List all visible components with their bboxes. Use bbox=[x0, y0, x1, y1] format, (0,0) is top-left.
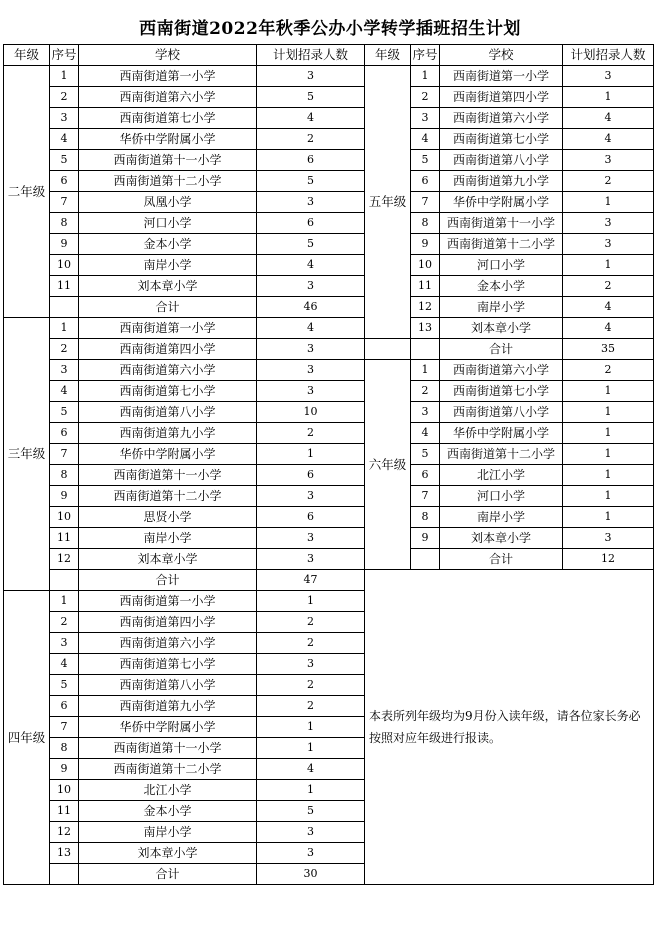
school-cell: 南岸小学 bbox=[79, 822, 257, 843]
count-cell: 4 bbox=[257, 108, 365, 129]
total-label: 合计 bbox=[440, 339, 563, 360]
count-cell: 3 bbox=[563, 528, 654, 549]
table-row bbox=[4, 528, 654, 549]
table-row bbox=[4, 549, 654, 570]
seq-cell: 7 bbox=[50, 717, 79, 738]
school-cell: 河口小学 bbox=[440, 255, 563, 276]
school-cell: 刘本章小学 bbox=[79, 549, 257, 570]
seq-cell: 7 bbox=[411, 192, 440, 213]
seq-cell: 3 bbox=[50, 108, 79, 129]
seq-cell: 11 bbox=[50, 276, 79, 297]
seq-cell: 1 bbox=[50, 66, 79, 87]
table-row bbox=[4, 486, 654, 507]
school-cell: 华侨中学附属小学 bbox=[79, 444, 257, 465]
seq-cell: 9 bbox=[50, 486, 79, 507]
count-cell: 1 bbox=[563, 381, 654, 402]
count-cell: 6 bbox=[257, 150, 365, 171]
seq-cell-empty bbox=[411, 339, 440, 360]
seq-cell: 4 bbox=[411, 129, 440, 150]
school-cell: 刘本章小学 bbox=[79, 843, 257, 864]
school-cell: 河口小学 bbox=[79, 213, 257, 234]
school-cell: 刘本章小学 bbox=[79, 276, 257, 297]
count-cell: 1 bbox=[257, 780, 365, 801]
count-cell: 1 bbox=[563, 465, 654, 486]
grade-cell-right: 五年级 bbox=[365, 66, 411, 339]
count-cell: 3 bbox=[257, 822, 365, 843]
grade-header: 年级 bbox=[4, 45, 50, 66]
seq-cell: 6 bbox=[411, 465, 440, 486]
school-cell: 刘本章小学 bbox=[440, 318, 563, 339]
school-cell: 西南街道第六小学 bbox=[79, 360, 257, 381]
seq-cell: 9 bbox=[50, 759, 79, 780]
table-row bbox=[4, 129, 654, 150]
count-cell: 1 bbox=[563, 87, 654, 108]
seq-cell: 2 bbox=[50, 339, 79, 360]
seq-cell: 5 bbox=[50, 675, 79, 696]
table-row bbox=[4, 234, 654, 255]
seq-cell: 3 bbox=[411, 108, 440, 129]
table-row bbox=[4, 192, 654, 213]
school-cell: 思贤小学 bbox=[79, 507, 257, 528]
count-cell: 5 bbox=[257, 801, 365, 822]
school-cell: 华侨中学附属小学 bbox=[440, 192, 563, 213]
seq-cell: 5 bbox=[50, 402, 79, 423]
school-cell: 北江小学 bbox=[440, 465, 563, 486]
seq-cell: 3 bbox=[411, 402, 440, 423]
count-cell: 1 bbox=[257, 444, 365, 465]
school-header-right: 学校 bbox=[440, 45, 563, 66]
school-cell: 西南街道第七小学 bbox=[79, 108, 257, 129]
count-cell: 3 bbox=[563, 234, 654, 255]
count-cell: 3 bbox=[257, 654, 365, 675]
count-cell: 1 bbox=[563, 255, 654, 276]
school-cell: 西南街道第七小学 bbox=[440, 129, 563, 150]
school-cell: 南岸小学 bbox=[440, 507, 563, 528]
school-cell: 西南街道第四小学 bbox=[79, 339, 257, 360]
school-cell: 西南街道第八小学 bbox=[79, 402, 257, 423]
table-row bbox=[4, 339, 654, 360]
count-cell: 3 bbox=[257, 381, 365, 402]
seq-cell: 12 bbox=[50, 549, 79, 570]
table-row bbox=[4, 150, 654, 171]
school-cell: 西南街道第十二小学 bbox=[440, 234, 563, 255]
school-cell: 西南街道第十一小学 bbox=[79, 465, 257, 486]
table-row bbox=[4, 255, 654, 276]
count-header: 计划招录人数 bbox=[257, 45, 365, 66]
count-cell: 5 bbox=[257, 234, 365, 255]
count-cell: 2 bbox=[563, 171, 654, 192]
count-cell: 1 bbox=[563, 192, 654, 213]
count-cell: 3 bbox=[257, 192, 365, 213]
seq-cell: 8 bbox=[50, 738, 79, 759]
count-cell: 2 bbox=[257, 612, 365, 633]
seq-cell: 10 bbox=[50, 507, 79, 528]
count-cell: 3 bbox=[257, 66, 365, 87]
total-label: 合计 bbox=[79, 570, 257, 591]
seq-cell: 2 bbox=[50, 612, 79, 633]
school-cell: 西南街道第十二小学 bbox=[79, 759, 257, 780]
total-count: 47 bbox=[257, 570, 365, 591]
table-row bbox=[4, 276, 654, 297]
seq-cell: 10 bbox=[50, 255, 79, 276]
count-cell: 4 bbox=[563, 129, 654, 150]
seq-cell: 12 bbox=[411, 297, 440, 318]
school-cell: 北江小学 bbox=[79, 780, 257, 801]
table-row bbox=[4, 402, 654, 423]
seq-cell: 6 bbox=[50, 423, 79, 444]
school-cell: 西南街道第七小学 bbox=[440, 381, 563, 402]
seq-cell-empty bbox=[50, 570, 79, 591]
count-cell: 3 bbox=[257, 843, 365, 864]
seq-cell: 4 bbox=[50, 654, 79, 675]
total-count: 35 bbox=[563, 339, 654, 360]
seq-cell: 2 bbox=[50, 87, 79, 108]
school-cell: 西南街道第四小学 bbox=[440, 87, 563, 108]
count-cell: 2 bbox=[257, 423, 365, 444]
grade-cell: 四年级 bbox=[4, 591, 50, 885]
seq-cell: 13 bbox=[50, 843, 79, 864]
seq-cell: 6 bbox=[411, 171, 440, 192]
seq-cell: 8 bbox=[50, 213, 79, 234]
table-row bbox=[4, 318, 654, 339]
count-cell: 2 bbox=[257, 633, 365, 654]
school-cell: 西南街道第八小学 bbox=[440, 150, 563, 171]
count-cell: 6 bbox=[257, 465, 365, 486]
table-row bbox=[4, 297, 654, 318]
school-cell: 金本小学 bbox=[79, 801, 257, 822]
school-cell: 西南街道第十一小学 bbox=[440, 213, 563, 234]
seq-cell: 2 bbox=[411, 87, 440, 108]
school-cell: 西南街道第十二小学 bbox=[79, 171, 257, 192]
seq-cell-empty bbox=[411, 549, 440, 570]
school-cell: 凤凰小学 bbox=[79, 192, 257, 213]
school-cell: 金本小学 bbox=[79, 234, 257, 255]
count-cell: 1 bbox=[257, 738, 365, 759]
seq-cell: 10 bbox=[50, 780, 79, 801]
table-row bbox=[4, 465, 654, 486]
school-cell: 西南街道第九小学 bbox=[79, 696, 257, 717]
count-cell: 4 bbox=[563, 318, 654, 339]
seq-cell: 9 bbox=[411, 528, 440, 549]
count-cell: 5 bbox=[257, 171, 365, 192]
school-cell: 西南街道第一小学 bbox=[79, 591, 257, 612]
notice-text: 本表所列年级均为9月份入读年级，请各位家长务必按照对应年级进行报读。 bbox=[365, 570, 654, 885]
count-cell: 1 bbox=[563, 486, 654, 507]
school-cell: 西南街道第一小学 bbox=[79, 318, 257, 339]
table-row bbox=[4, 108, 654, 129]
page-title: 西南街道2022年秋季公办小学转学插班招生计划 bbox=[139, 19, 521, 39]
school-cell: 南岸小学 bbox=[79, 528, 257, 549]
seq-cell: 8 bbox=[411, 213, 440, 234]
count-cell: 2 bbox=[563, 360, 654, 381]
seq-cell: 5 bbox=[411, 444, 440, 465]
school-cell: 金本小学 bbox=[440, 276, 563, 297]
school-cell: 西南街道第十二小学 bbox=[440, 444, 563, 465]
count-cell: 1 bbox=[257, 717, 365, 738]
seq-cell: 6 bbox=[50, 171, 79, 192]
count-cell: 2 bbox=[257, 675, 365, 696]
table-row bbox=[4, 444, 654, 465]
table-row bbox=[4, 507, 654, 528]
count-cell: 3 bbox=[563, 66, 654, 87]
seq-cell: 1 bbox=[50, 591, 79, 612]
count-cell: 4 bbox=[257, 318, 365, 339]
count-cell: 4 bbox=[257, 255, 365, 276]
school-cell: 西南街道第十一小学 bbox=[79, 150, 257, 171]
total-count: 30 bbox=[257, 864, 365, 885]
seq-cell: 11 bbox=[411, 276, 440, 297]
school-cell: 华侨中学附属小学 bbox=[79, 717, 257, 738]
grade-cell-right: 六年级 bbox=[365, 360, 411, 570]
table-row bbox=[4, 360, 654, 381]
seq-cell: 4 bbox=[50, 129, 79, 150]
header-row bbox=[4, 45, 654, 66]
school-cell: 西南街道第七小学 bbox=[79, 381, 257, 402]
count-cell: 3 bbox=[257, 549, 365, 570]
total-count: 12 bbox=[563, 549, 654, 570]
school-cell: 西南街道第一小学 bbox=[440, 66, 563, 87]
seq-cell: 3 bbox=[50, 633, 79, 654]
count-cell: 3 bbox=[257, 276, 365, 297]
count-cell: 6 bbox=[257, 213, 365, 234]
school-cell: 西南街道第六小学 bbox=[79, 87, 257, 108]
enrollment-plan-table bbox=[3, 44, 654, 885]
seq-header-right: 序号 bbox=[411, 45, 440, 66]
school-cell: 西南街道第九小学 bbox=[79, 423, 257, 444]
count-cell: 3 bbox=[563, 150, 654, 171]
seq-cell: 1 bbox=[411, 66, 440, 87]
school-cell: 刘本章小学 bbox=[440, 528, 563, 549]
seq-cell: 7 bbox=[411, 486, 440, 507]
count-cell: 3 bbox=[257, 528, 365, 549]
seq-cell-empty bbox=[50, 297, 79, 318]
seq-cell: 7 bbox=[50, 444, 79, 465]
total-label: 合计 bbox=[79, 864, 257, 885]
count-cell: 4 bbox=[563, 297, 654, 318]
table-row bbox=[4, 423, 654, 444]
count-cell: 3 bbox=[257, 339, 365, 360]
table-row bbox=[4, 66, 654, 87]
school-cell: 西南街道第六小学 bbox=[79, 633, 257, 654]
seq-header: 序号 bbox=[50, 45, 79, 66]
count-cell: 4 bbox=[563, 108, 654, 129]
seq-cell: 5 bbox=[411, 150, 440, 171]
seq-cell: 2 bbox=[411, 381, 440, 402]
seq-cell: 1 bbox=[50, 318, 79, 339]
count-cell: 2 bbox=[257, 129, 365, 150]
seq-cell: 10 bbox=[411, 255, 440, 276]
school-cell: 西南街道第十一小学 bbox=[79, 738, 257, 759]
school-cell: 华侨中学附属小学 bbox=[440, 423, 563, 444]
school-cell: 南岸小学 bbox=[79, 255, 257, 276]
seq-cell: 7 bbox=[50, 192, 79, 213]
count-cell: 4 bbox=[257, 759, 365, 780]
count-cell: 2 bbox=[257, 696, 365, 717]
seq-cell: 4 bbox=[50, 381, 79, 402]
seq-cell: 4 bbox=[411, 423, 440, 444]
seq-cell: 12 bbox=[50, 822, 79, 843]
school-header: 学校 bbox=[79, 45, 257, 66]
seq-cell: 13 bbox=[411, 318, 440, 339]
table-row bbox=[4, 213, 654, 234]
school-cell: 西南街道第七小学 bbox=[79, 654, 257, 675]
count-cell: 6 bbox=[257, 507, 365, 528]
school-cell: 西南街道第八小学 bbox=[79, 675, 257, 696]
seq-cell: 9 bbox=[411, 234, 440, 255]
seq-cell: 8 bbox=[411, 507, 440, 528]
count-cell: 5 bbox=[257, 87, 365, 108]
seq-cell: 9 bbox=[50, 234, 79, 255]
school-cell: 西南街道第六小学 bbox=[440, 360, 563, 381]
total-count: 46 bbox=[257, 297, 365, 318]
count-cell: 1 bbox=[563, 402, 654, 423]
count-cell: 1 bbox=[563, 507, 654, 528]
school-cell: 河口小学 bbox=[440, 486, 563, 507]
table-row bbox=[4, 87, 654, 108]
grade-cell: 三年级 bbox=[4, 318, 50, 591]
count-cell: 1 bbox=[563, 444, 654, 465]
school-cell: 西南街道第四小学 bbox=[79, 612, 257, 633]
count-cell: 1 bbox=[563, 423, 654, 444]
count-header-right: 计划招录人数 bbox=[563, 45, 654, 66]
seq-cell: 8 bbox=[50, 465, 79, 486]
school-cell: 西南街道第八小学 bbox=[440, 402, 563, 423]
seq-cell: 11 bbox=[50, 528, 79, 549]
seq-cell: 1 bbox=[411, 360, 440, 381]
count-cell: 3 bbox=[563, 213, 654, 234]
table-row bbox=[4, 570, 654, 591]
total-label: 合计 bbox=[440, 549, 563, 570]
seq-cell: 5 bbox=[50, 150, 79, 171]
count-cell: 1 bbox=[257, 591, 365, 612]
table-row bbox=[4, 381, 654, 402]
table-row bbox=[4, 171, 654, 192]
seq-cell: 3 bbox=[50, 360, 79, 381]
seq-cell-empty bbox=[50, 864, 79, 885]
grade-cell: 二年级 bbox=[4, 66, 50, 318]
total-label: 合计 bbox=[79, 297, 257, 318]
count-cell: 3 bbox=[257, 360, 365, 381]
school-cell: 西南街道第一小学 bbox=[79, 66, 257, 87]
school-cell: 西南街道第九小学 bbox=[440, 171, 563, 192]
count-cell: 2 bbox=[563, 276, 654, 297]
grade-header-right: 年级 bbox=[365, 45, 411, 66]
seq-cell: 6 bbox=[50, 696, 79, 717]
count-cell: 10 bbox=[257, 402, 365, 423]
seq-cell: 11 bbox=[50, 801, 79, 822]
school-cell: 西南街道第六小学 bbox=[440, 108, 563, 129]
school-cell: 南岸小学 bbox=[440, 297, 563, 318]
school-cell: 华侨中学附属小学 bbox=[79, 129, 257, 150]
school-cell: 西南街道第十二小学 bbox=[79, 486, 257, 507]
count-cell: 3 bbox=[257, 486, 365, 507]
grade-cell-empty bbox=[365, 339, 411, 360]
